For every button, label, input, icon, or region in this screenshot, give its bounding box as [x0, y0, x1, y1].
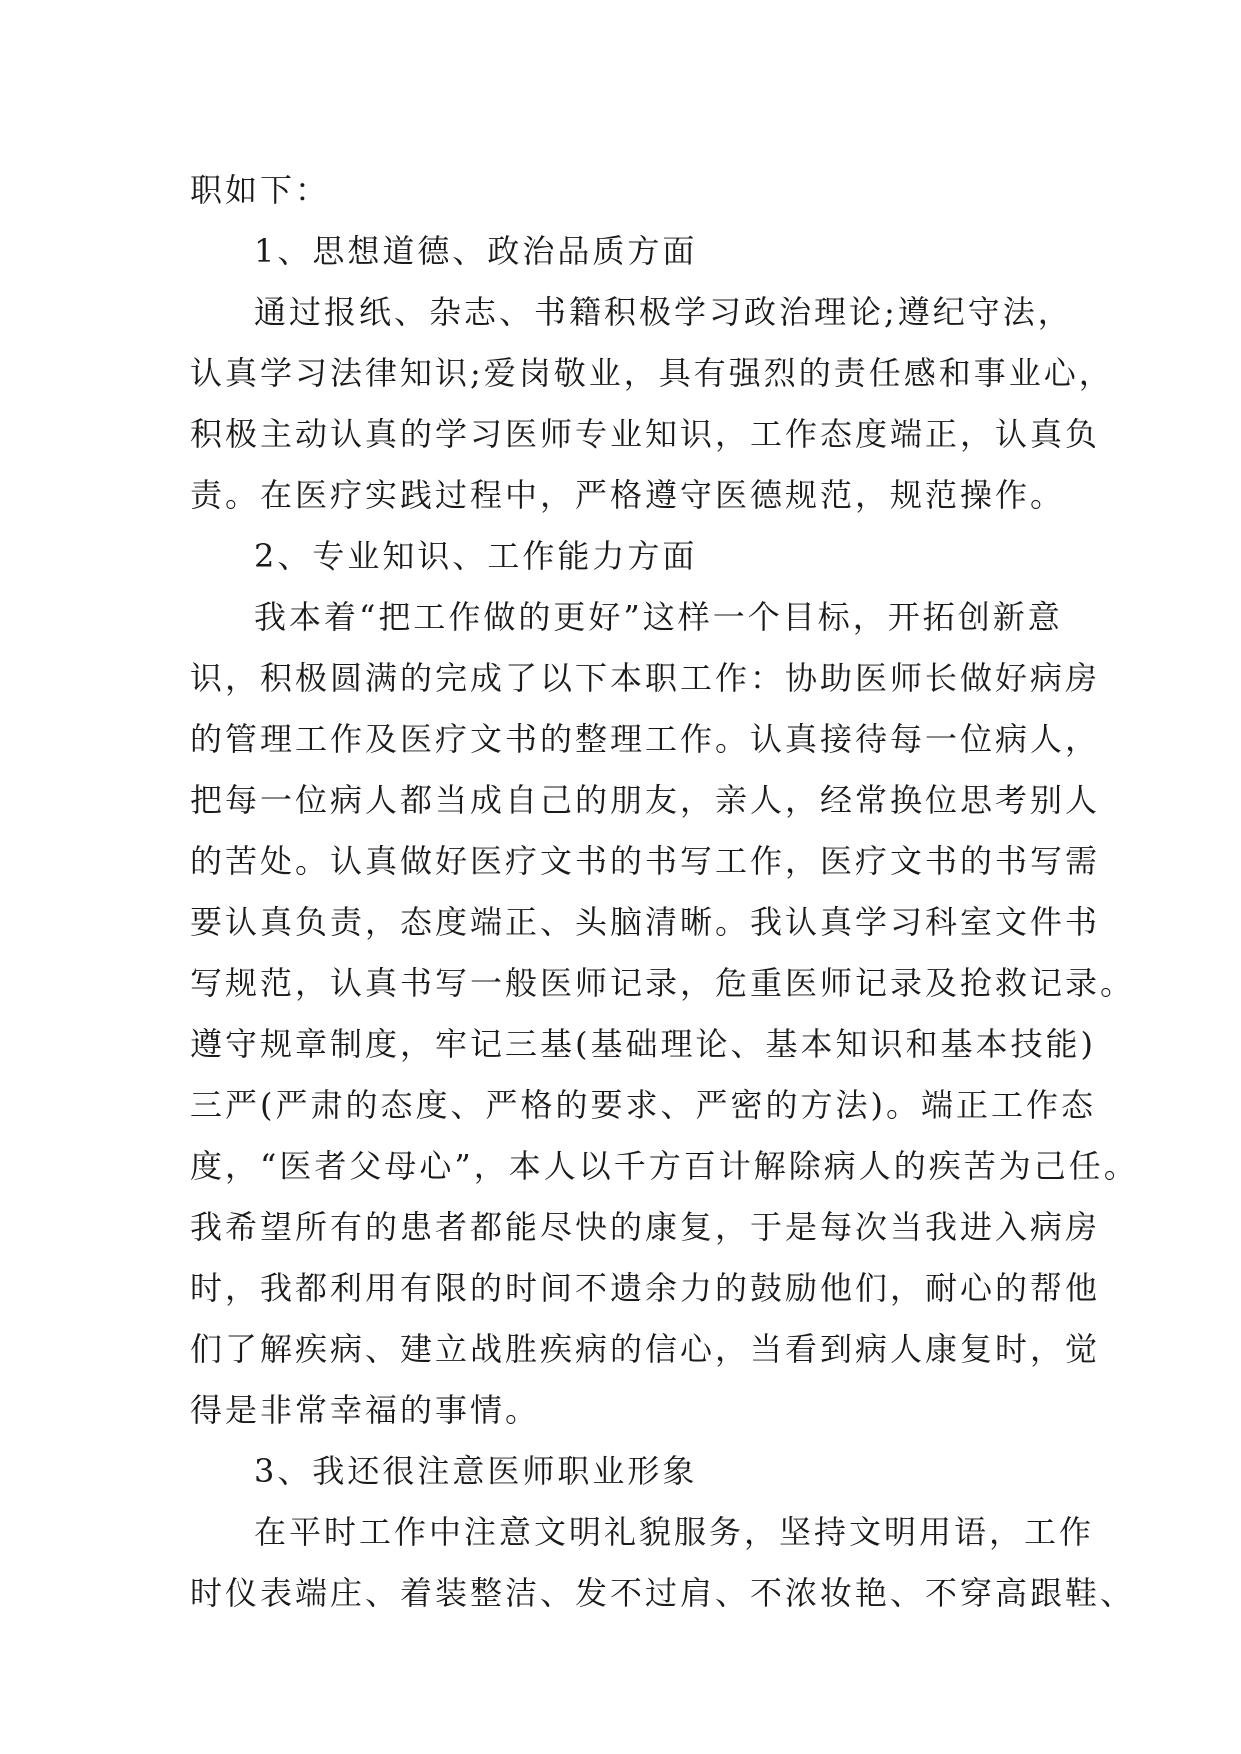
- text-line: 识，积极圆满的完成了以下本职工作：协助医师长做好病房: [190, 659, 1101, 697]
- document-body: [190, 160, 1139, 1624]
- text-line: 要认真负责，态度端正、头脑清晰。我认真学习科室文件书: [190, 903, 1101, 941]
- text-line: 认真学习法律知识;爱岗敬业，具有强烈的责任感和事业心，: [190, 354, 1114, 392]
- text-line: 的苦处。认真做好医疗文书的书写工作，医疗文书的书写需: [190, 842, 1101, 880]
- text-line: 遵守规章制度，牢记三基(基础理论、基本知识和基本技能): [190, 1025, 1096, 1063]
- text-line: 责。在医疗实践过程中，严格遵守医德规范，规范操作。: [190, 476, 1066, 514]
- text-line: 的管理工作及医疗文书的整理工作。认真接待每一位病人，: [190, 720, 1101, 758]
- text-line: 2、专业知识、工作能力方面: [254, 537, 698, 575]
- text-line: 三严(严肃的态度、严格的要求、严密的方法)。端正工作态: [190, 1086, 1096, 1124]
- text-line: 我本着“把工作做的更好”这样一个目标，开拓创新意: [254, 598, 1063, 636]
- text-line: 3、我还很注意医师职业形象: [254, 1452, 698, 1490]
- text-line: 得是非常幸福的事情。: [190, 1391, 541, 1429]
- text-line: 把每一位病人都当成自己的朋友，亲人，经常换位思考别人: [190, 781, 1101, 819]
- text-line: 我希望所有的患者都能尽快的康复，于是每次当我进入病房: [190, 1208, 1101, 1246]
- text-line: 职如下：: [190, 171, 331, 209]
- text-line: 写规范，认真书写一般医师记录，危重医师记录及抢救记录。: [190, 964, 1136, 1002]
- text-line: 时，我都利用有限的时间不遗余力的鼓励他们，耐心的帮他: [190, 1269, 1101, 1307]
- text-line: 积极主动认真的学习医师专业知识，工作态度端正，认真负: [190, 415, 1101, 453]
- text-line: 时仪表端庄、着装整洁、发不过肩、不浓妆艳、不穿高跟鞋、: [190, 1574, 1136, 1612]
- text-line: 们了解疾病、建立战胜疾病的信心，当看到病人康复时，觉: [190, 1330, 1101, 1368]
- text-line: 度，“医者父母心”，本人以千方百计解除病人的疾苦为己任。: [190, 1147, 1139, 1185]
- text-line: 1、思想道德、政治品质方面: [254, 232, 698, 270]
- text-line: 在平时工作中注意文明礼貌服务，坚持文明用语，工作: [254, 1513, 1095, 1551]
- text-line: 通过报纸、杂志、书籍积极学习政治理论;遵纪守法，: [254, 293, 1073, 331]
